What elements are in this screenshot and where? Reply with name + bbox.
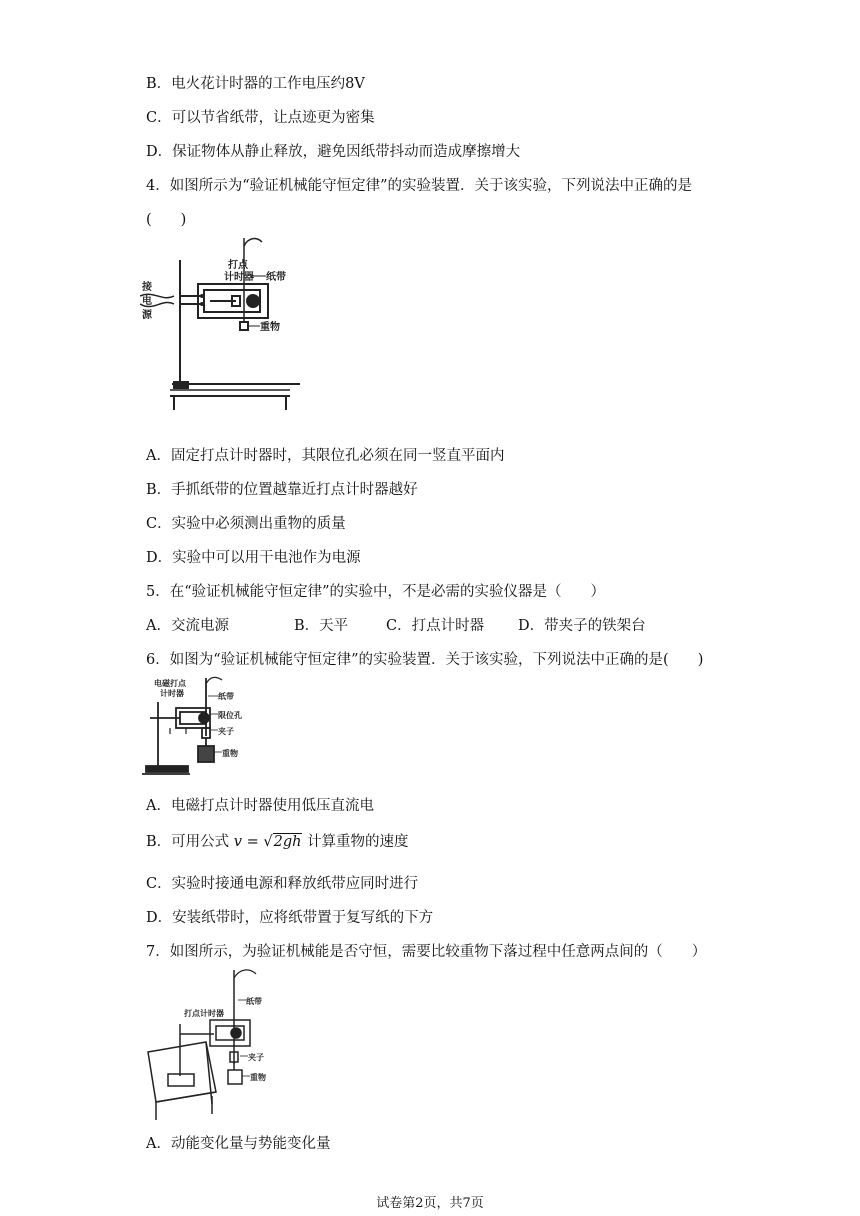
q6-label-hole: 限位孔	[218, 711, 242, 720]
q6-option-b	[146, 830, 409, 851]
q4-label-power-2: 电	[142, 296, 152, 307]
q7-label-timer: 打点计时器	[184, 1009, 224, 1018]
q6-formula-v: v	[233, 834, 242, 850]
q4-stem: 4．如图所示为“验证机械能守恒定律”的实验装置．关于该实验，下列说法中正确的是	[146, 178, 693, 194]
q4-blank: ( )	[146, 212, 187, 228]
q4-label-weight: 重物	[260, 322, 280, 333]
q6-label-weight: 重物	[222, 749, 238, 758]
q6-stem: 6．如图为“验证机械能守恒定律”的实验装置．关于该实验，下列说法中正确的是( )	[146, 652, 704, 668]
q6-label-tape: 纸带	[218, 692, 234, 701]
q7-label-tape: 纸带	[246, 997, 262, 1006]
q4-option-a: A．固定打点计时器时，其限位孔必须在同一竖直平面内	[146, 448, 505, 464]
q6-option-b-prefix: B．可用公式	[146, 834, 230, 850]
q4-label-timer-1: 打点	[228, 260, 248, 271]
q6-option-d: D．安装纸带时，应将纸带置于复写纸的下方	[146, 910, 434, 926]
q6-option-a: A．电磁打点计时器使用低压直流电	[146, 798, 374, 814]
q3-option-b: B．电火花计时器的工作电压约8V	[146, 76, 365, 92]
q6-option-c: C．实验时接通电源和释放纸带应同时进行	[146, 876, 419, 892]
page-footer: 试卷第2页，共7页	[376, 1196, 484, 1211]
q4-label-power-1: 接	[142, 282, 152, 293]
q5-stem: 5．在“验证机械能守恒定律”的实验中，不是必需的实验仪器是（ ）	[146, 584, 606, 600]
q5-option-c: C．打点计时器	[386, 618, 485, 634]
q4-apparatus-figure	[140, 232, 300, 410]
q4-label-power-3: 源	[142, 310, 152, 321]
q4-option-d: D．实验中可以用干电池作为电源	[146, 550, 361, 566]
q6-formula-radicand: 2gh	[273, 834, 302, 850]
q7-apparatus-figure	[146, 964, 276, 1120]
q6-label-timer-2: 计时器	[160, 689, 184, 698]
q3-option-d: D．保证物体从静止释放，避免因纸带抖动而造成摩擦增大	[146, 144, 521, 160]
q3-option-c: C．可以节省纸带，让点迹更为密集	[146, 110, 375, 126]
q6-formula-eq: =	[246, 834, 259, 850]
q7-label-weight: 重物	[250, 1073, 266, 1082]
q4-label-timer-2: 计时器	[224, 272, 254, 283]
q6-label-timer-1: 电磁打点	[154, 679, 186, 688]
q4-option-c: C．实验中必须测出重物的质量	[146, 516, 346, 532]
q7-option-a: A．动能变化量与势能变化量	[146, 1136, 331, 1152]
q5-option-d: D．带夹子的铁架台	[518, 618, 646, 634]
q4-label-tape: 纸带	[266, 272, 286, 283]
q5-option-a: A．交流电源	[146, 618, 229, 634]
q4-option-b: B．手抓纸带的位置越靠近打点计时器越好	[146, 482, 418, 498]
q7-stem: 7．如图所示，为验证机械能是否守恒，需要比较重物下落过程中任意两点间的（ ）	[146, 944, 707, 960]
q6-label-clip: 夹子	[218, 727, 234, 736]
q6-formula-sqrt: √2gh	[263, 834, 302, 850]
q6-apparatus-figure	[140, 672, 260, 780]
q7-label-clip: 夹子	[248, 1053, 264, 1062]
q5-option-b: B．天平	[294, 618, 349, 634]
q6-option-b-suffix: 计算重物的速度	[307, 834, 409, 850]
